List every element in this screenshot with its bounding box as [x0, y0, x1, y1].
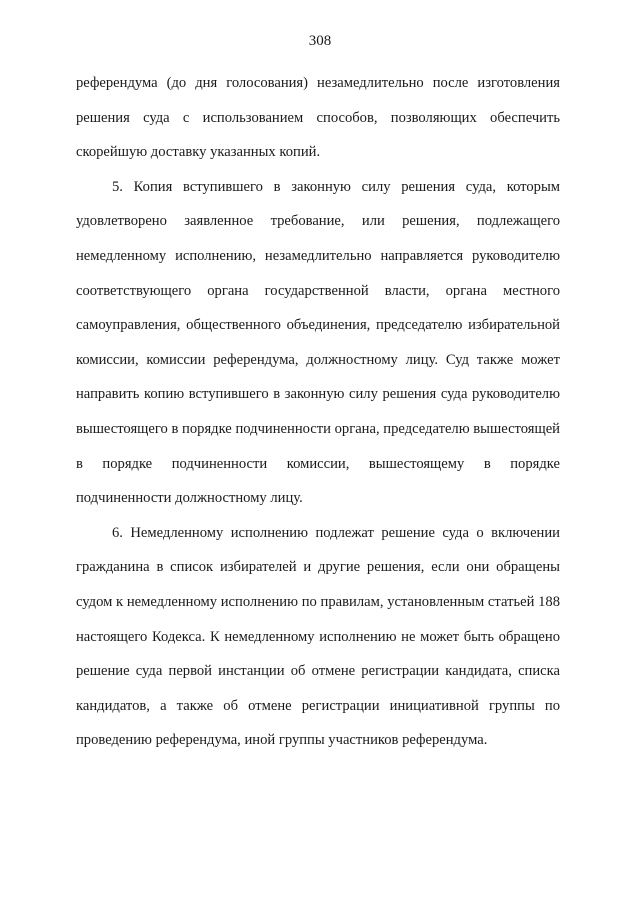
page-number: 308 — [308, 33, 332, 49]
document-body — [76, 66, 560, 758]
paragraph-continuation: референдума (до дня голосования) незамедлительно после изготовления решения суда с использованием способов, позволяющих обеспечить скорейшую доставку указанных копий. — [76, 75, 560, 161]
paragraph-item-6: 6. Немедленному исполнению подлежат решение суда о включении гражданина в список избирателей и другие решения, если они обращены судом к немедленному исполнению по правилам, установленным статьей 188 настоящего Кодекса. К немедленному исполнению не может быть обращено решение суда первой инстанции об отмене регистрации кандидата, списка кандидатов, а также об отмене регистрации инициативной группы по проведению референдума, иной группы участников референдума. — [76, 524, 560, 749]
paragraph-item-5: 5. Копия вступившего в законную силу решения суда, которым удовлетворено заявленное требование, или решения, подлежащего немедленному исполнению, незамедлительно направляется руководителю соответствующего органа государственной власти, органа местного самоуправления, общественного объединения, председателю избирательной комиссии, комиссии референдума, должностному лицу. Суд также может направить копию вступившего в законную силу решения суда руководителю вышестоящего в порядке подчиненности органа, председателю вышестоящей в порядке подчиненности комиссии, вышестоящему в порядке подчиненности должностному лицу. — [76, 178, 560, 507]
